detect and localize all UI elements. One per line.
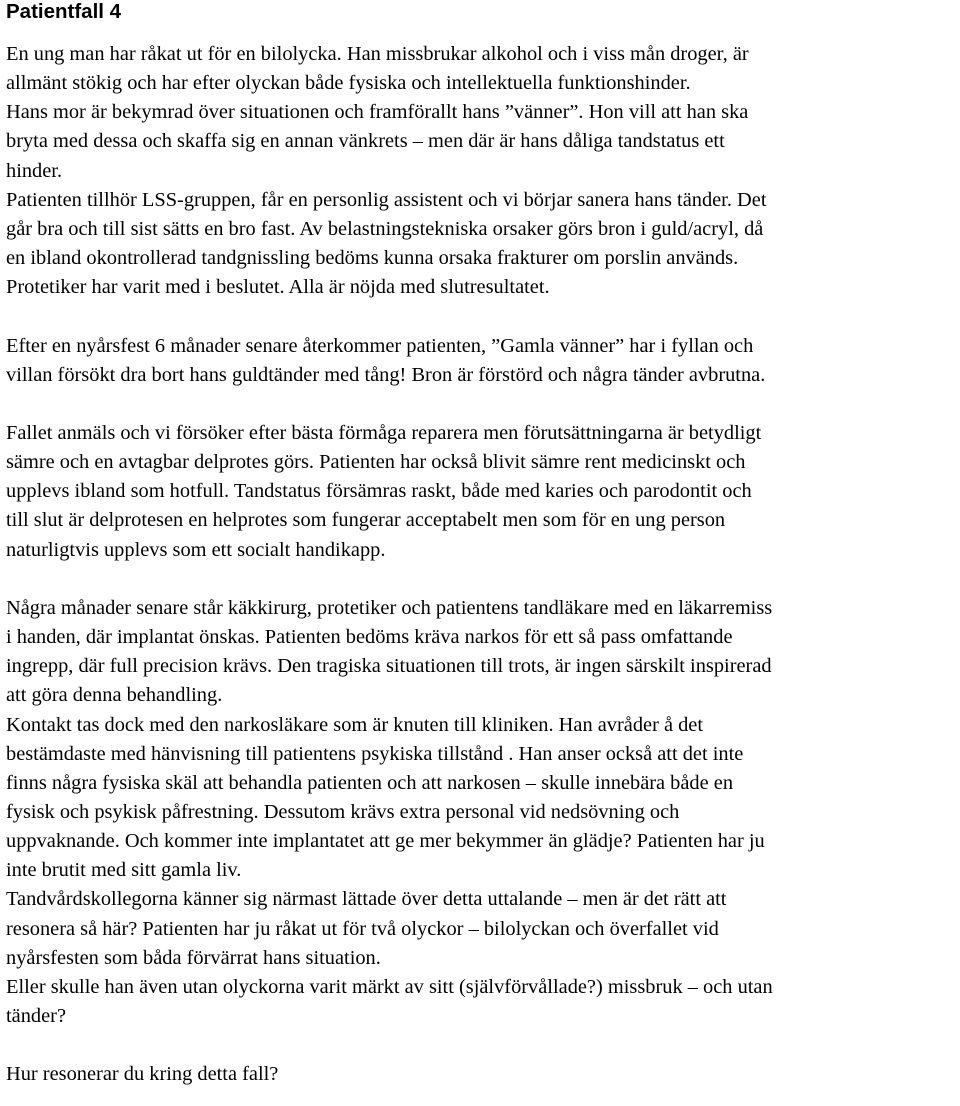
text-line: bestämdaste med hänvisning till patientens psykiska tillstånd . Han anser också att det inte	[6, 742, 744, 765]
paragraph-spacer	[6, 1031, 956, 1060]
text-line: Hans mor är bekymrad över situationen och framförallt hans ”vänner”. Hon vill att han ska	[6, 101, 749, 124]
paragraph-report-and-prosthesis	[6, 419, 956, 565]
paragraph-closing-question	[6, 1060, 956, 1089]
text-line: Hur resonerar du kring detta fall?	[6, 1063, 279, 1086]
paragraph-implant-discussion	[6, 594, 956, 1031]
text-line: i handen, där implantat önskas. Patienten bedöms kräva narkos för ett så pass omfattande	[6, 626, 733, 649]
paragraph-spacer	[6, 302, 956, 331]
text-line: upplevs ibland som hotfull. Tandstatus försämras raskt, både med karies och parodontit och	[6, 480, 752, 503]
text-line: villan försökt dra bort hans guldtänder med tång! Bron är förstörd och några tänder avbrutna.	[6, 363, 766, 386]
text-line: tänder?	[6, 1005, 66, 1028]
text-line: Några månader senare står käkkirurg, protetiker och patientens tandläkare med en läkarremiss	[6, 596, 773, 619]
text-line: att göra denna behandling.	[6, 684, 223, 707]
paragraph-case-intro	[6, 40, 956, 302]
text-line: sämre och en avtagbar delprotes görs. Patienten har också blivit sämre rent medicinskt och	[6, 451, 746, 474]
text-line: Eller skulle han även utan olyckorna varit märkt av sitt (självförvållade?) missbruk – och utan	[6, 975, 773, 998]
text-line: allmänt stökig och har efter olyckan både fysiska och intellektuella funktionshinder.	[6, 72, 691, 95]
text-line: Patienten tillhör LSS-gruppen, får en personlig assistent och vi börjar sanera hans tänder. Det	[6, 188, 767, 211]
page-title: Patientfall 4	[6, 0, 122, 23]
paragraph-spacer	[6, 565, 956, 594]
text-line: fysisk och psykisk påfrestning. Dessutom krävs extra personal vid nedsövning och	[6, 801, 680, 824]
text-line: nyårsfesten som båda förvärrat hans situation.	[6, 946, 381, 969]
text-line: Kontakt tas dock med den narkosläkare som är knuten till kliniken. Han avråder å det	[6, 713, 704, 736]
paragraph-new-year-party	[6, 332, 956, 390]
text-line: Fallet anmäls och vi försöker efter bästa förmåga reparera men förutsättningarna är betydligt	[6, 422, 762, 444]
text-line: hinder.	[6, 159, 63, 182]
text-line: bryta med dessa och skaffa sig en annan vänkrets – men där är hans dåliga tandstatus ett	[6, 130, 725, 153]
text-line: finns några fysiska skäl att behandla patienten och att narkosen – skulle innebära både en	[6, 771, 734, 794]
text-line: inte brutit med sitt gamla liv.	[6, 859, 242, 882]
text-line: går bra och till sist sätts en bro fast. Av belastningstekniska orsaker görs bron i guld/acryl, då	[6, 217, 764, 240]
text-line: Efter en nyårsfest 6 månader senare återkommer patienten, ”Gamla vänner” har i fyllan och	[6, 334, 754, 357]
text-line: En ung man har råkat ut för en bilolycka. Han missbrukar alkohol och i viss mån droger, är	[6, 43, 749, 65]
text-line: en ibland okontrollerad tandgnissling bedöms kunna orsaka frakturer om porslin används.	[6, 247, 739, 270]
text-line: till slut är delprotesen en helprotes som fungerar acceptabelt men som för en ung person	[6, 509, 726, 532]
paragraph-spacer	[6, 390, 956, 419]
text-line: resonera så här? Patienten har ju råkat ut för två olyckor – bilolyckan och överfallet vid	[6, 917, 719, 940]
text-line: Protetiker har varit med i beslutet. Alla är nöjda med slutresultatet.	[6, 276, 550, 299]
text-line: ingrepp, där full precision krävs. Den tragiska situationen till trots, är ingen särskilt inspirerad	[6, 655, 772, 678]
text-line: Tandvårdskollegorna känner sig närmast lättade över detta uttalande – men är det rätt att	[6, 888, 727, 911]
text-line: naturligtvis upplevs som ett socialt handikapp.	[6, 538, 386, 561]
document-page	[6, 0, 956, 1090]
text-line: uppvaknande. Och kommer inte implantatet att ge mer bekymmer än glädje? Patienten har ju	[6, 830, 765, 853]
